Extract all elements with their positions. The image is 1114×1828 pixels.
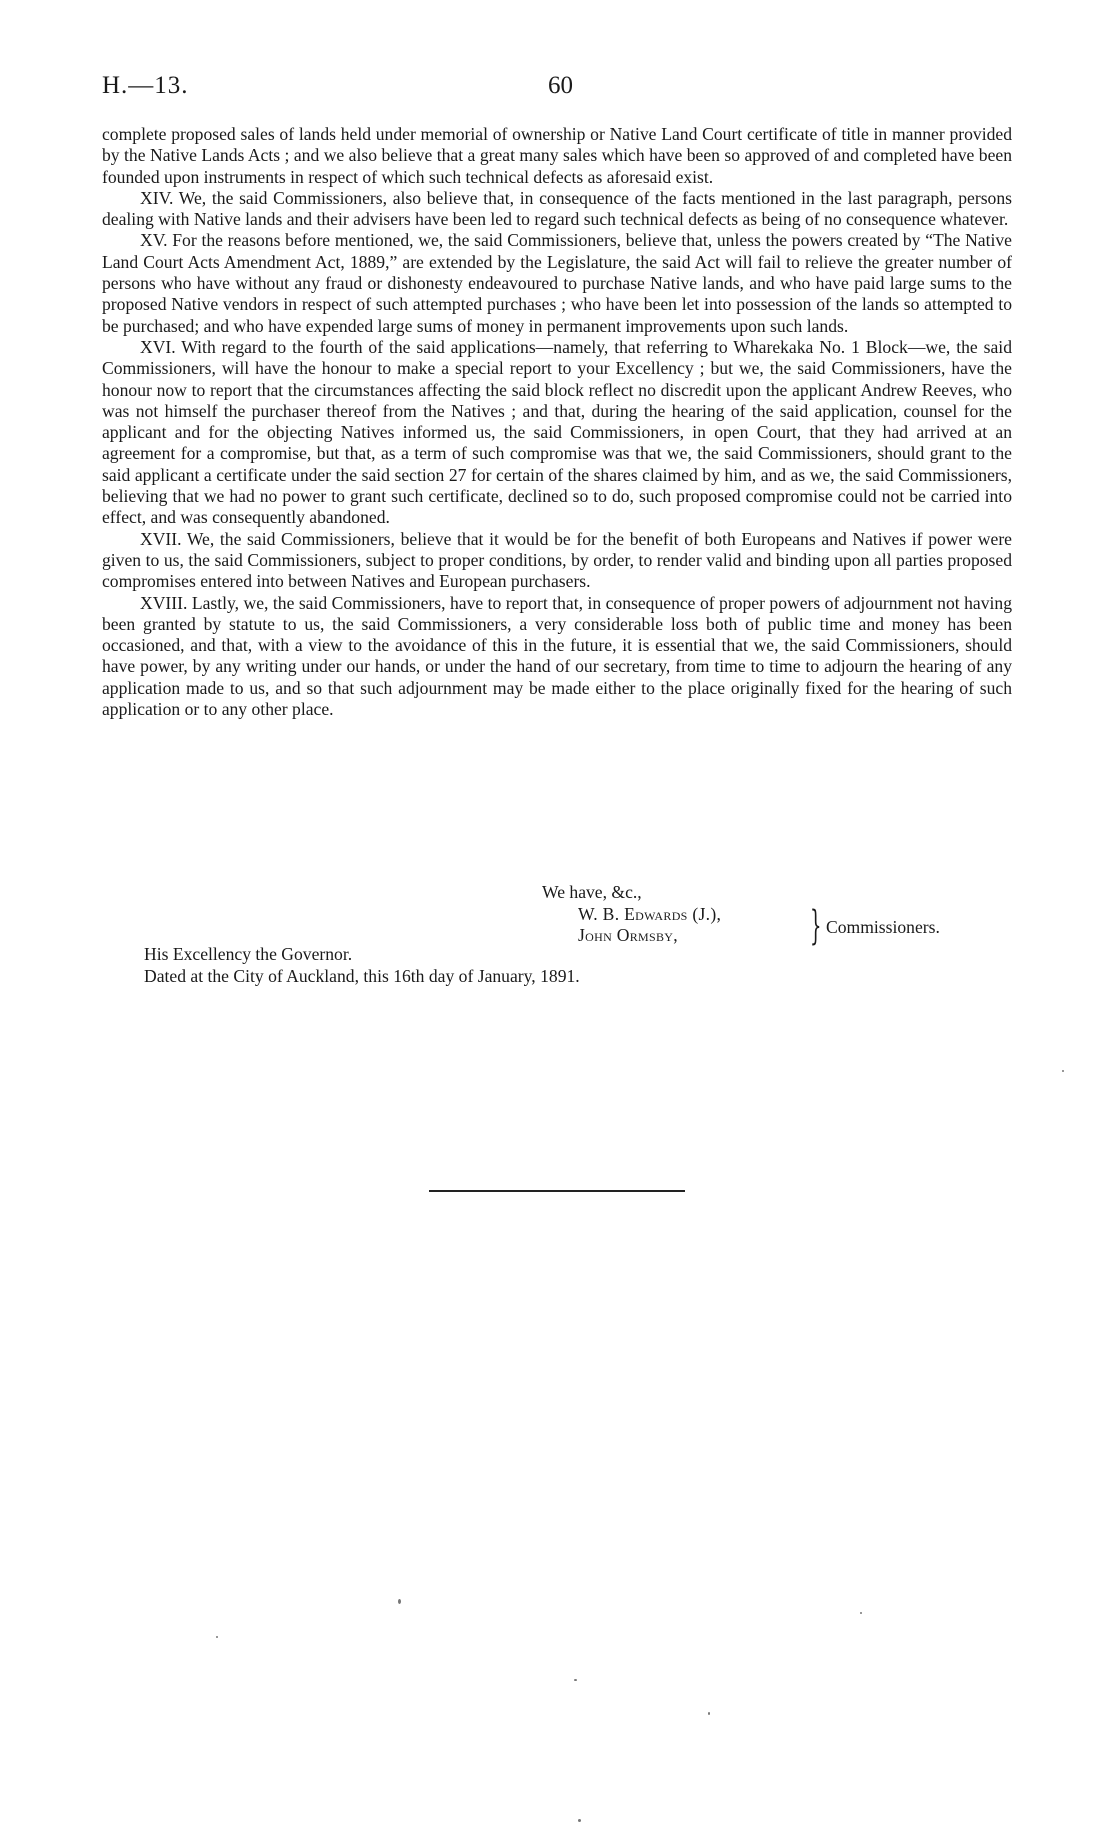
scan-speck bbox=[860, 1612, 862, 1614]
paragraph-xvii: XVII. We, the said Commissioners, believe that it would be for the benefit of both Europeans and Natives if power were given to us, the said Commissioners, subject to proper conditions, by order, to render valid and binding upon all parties proposed compromises entered into between Natives and European purchasers. bbox=[102, 528, 1012, 592]
paragraph-continuation: complete proposed sales of lands held under memorial of ownership or Native Land Court certificate of title in manner provided by the Native Lands Acts ; and we also believe that a great many sales which have been so approved of and completed have been founded upon instruments in respect of which such technical defects as aforesaid exist. bbox=[102, 124, 1012, 187]
signatory-role: Commissioners. bbox=[826, 917, 940, 937]
scan-speck bbox=[574, 1679, 577, 1681]
scan-speck bbox=[578, 1819, 581, 1822]
scan-speck bbox=[708, 1712, 710, 1715]
signatory-names bbox=[578, 904, 721, 946]
paragraph-xv: XV. For the reasons before mentioned, we, the said Commissioners, believe that, unless the powers created by “The Native Land Court Acts Amendment Act, 1889,” are extended by the Legislature, the said Act will fail to relieve the greater number of persons who have without any fraud or dishonesty endeavoured to purchase Native lands, and who have paid large sums to the proposed Native vendors in respect of such attempted purchases ; who have been let into possession of the lands so attempted to be purchased; and who have expended large sums of money in permanent improvements upon such lands. bbox=[102, 230, 1012, 336]
signatory-edwards: W. B. Edwards (J.), bbox=[578, 904, 722, 924]
page-header bbox=[102, 72, 1012, 106]
scan-speck bbox=[398, 1599, 401, 1604]
addressee: His Excellency the Governor. bbox=[144, 944, 353, 964]
document-reference: H.—13. bbox=[102, 72, 189, 99]
scan-speck bbox=[1062, 1070, 1064, 1072]
paragraph-xiv: XIV. We, the said Commissioners, also believe that, in consequence of the facts mentioned in the last paragraph, persons dealing with Native lands and their advisers have been led to regard such technical defects as being of no consequence whatever. bbox=[102, 187, 1012, 230]
section-divider bbox=[429, 1190, 685, 1192]
page-number: 60 bbox=[548, 72, 573, 99]
paragraph-xviii: XVIII. Lastly, we, the said Commissioners, have to report that, in consequence of proper powers of adjournment not having been granted by statute to us, the said Commissioners, a very considerable loss both of public time and money has been occasioned, and that, with a view to the avoidance of this in the future, it is essential that we, the said Commissioners, should have power, by any writing under our hands, or under the hand of our secretary, from time to time to adjourn the hearing of any application made to us, and so that such adjournment may be made either to the place originally fixed for the hearing of such application or to any other place. bbox=[102, 592, 1012, 720]
paragraph-xvi: XVI. With regard to the fourth of the said applications—namely, that referring to Wharekaka No. 1 Block—we, the said Commissioners, will have the honour to make a special report to your Excellency ; but we, the said Commissioners, have the honour now to report that the circumstances affecting the said block reflect no discredit upon the applicant Andrew Reeves, who was not himself the purchaser thereof from the Natives ; and that, during the hearing of the said application, counsel for the applicant and for the objecting Natives informed us, the said Commissioners, in open Court, that they had arrived at an agreement for a compromise, but that, as a term of such compromise was that we, the said Commissioners, should grant to the said applicant a certificate under the said section 27 for certain of the shares claimed by him, and as we, the said Commissioners, believing that we had no power to grant such certificate, declined so to do, such proposed compromise could not be carried into effect, and was consequently abandoned. bbox=[102, 336, 1012, 528]
signatory-ormsby: John Ormsby, bbox=[578, 925, 678, 945]
dateline: Dated at the City of Auckland, this 16th day of January, 1891. bbox=[144, 965, 580, 986]
addressee-block bbox=[144, 944, 580, 987]
report-body bbox=[102, 124, 1012, 720]
closing-salutation: We have, &c., bbox=[542, 882, 642, 902]
scan-speck bbox=[216, 1636, 218, 1638]
signature-block bbox=[578, 904, 998, 950]
brace-icon: } bbox=[810, 903, 822, 949]
